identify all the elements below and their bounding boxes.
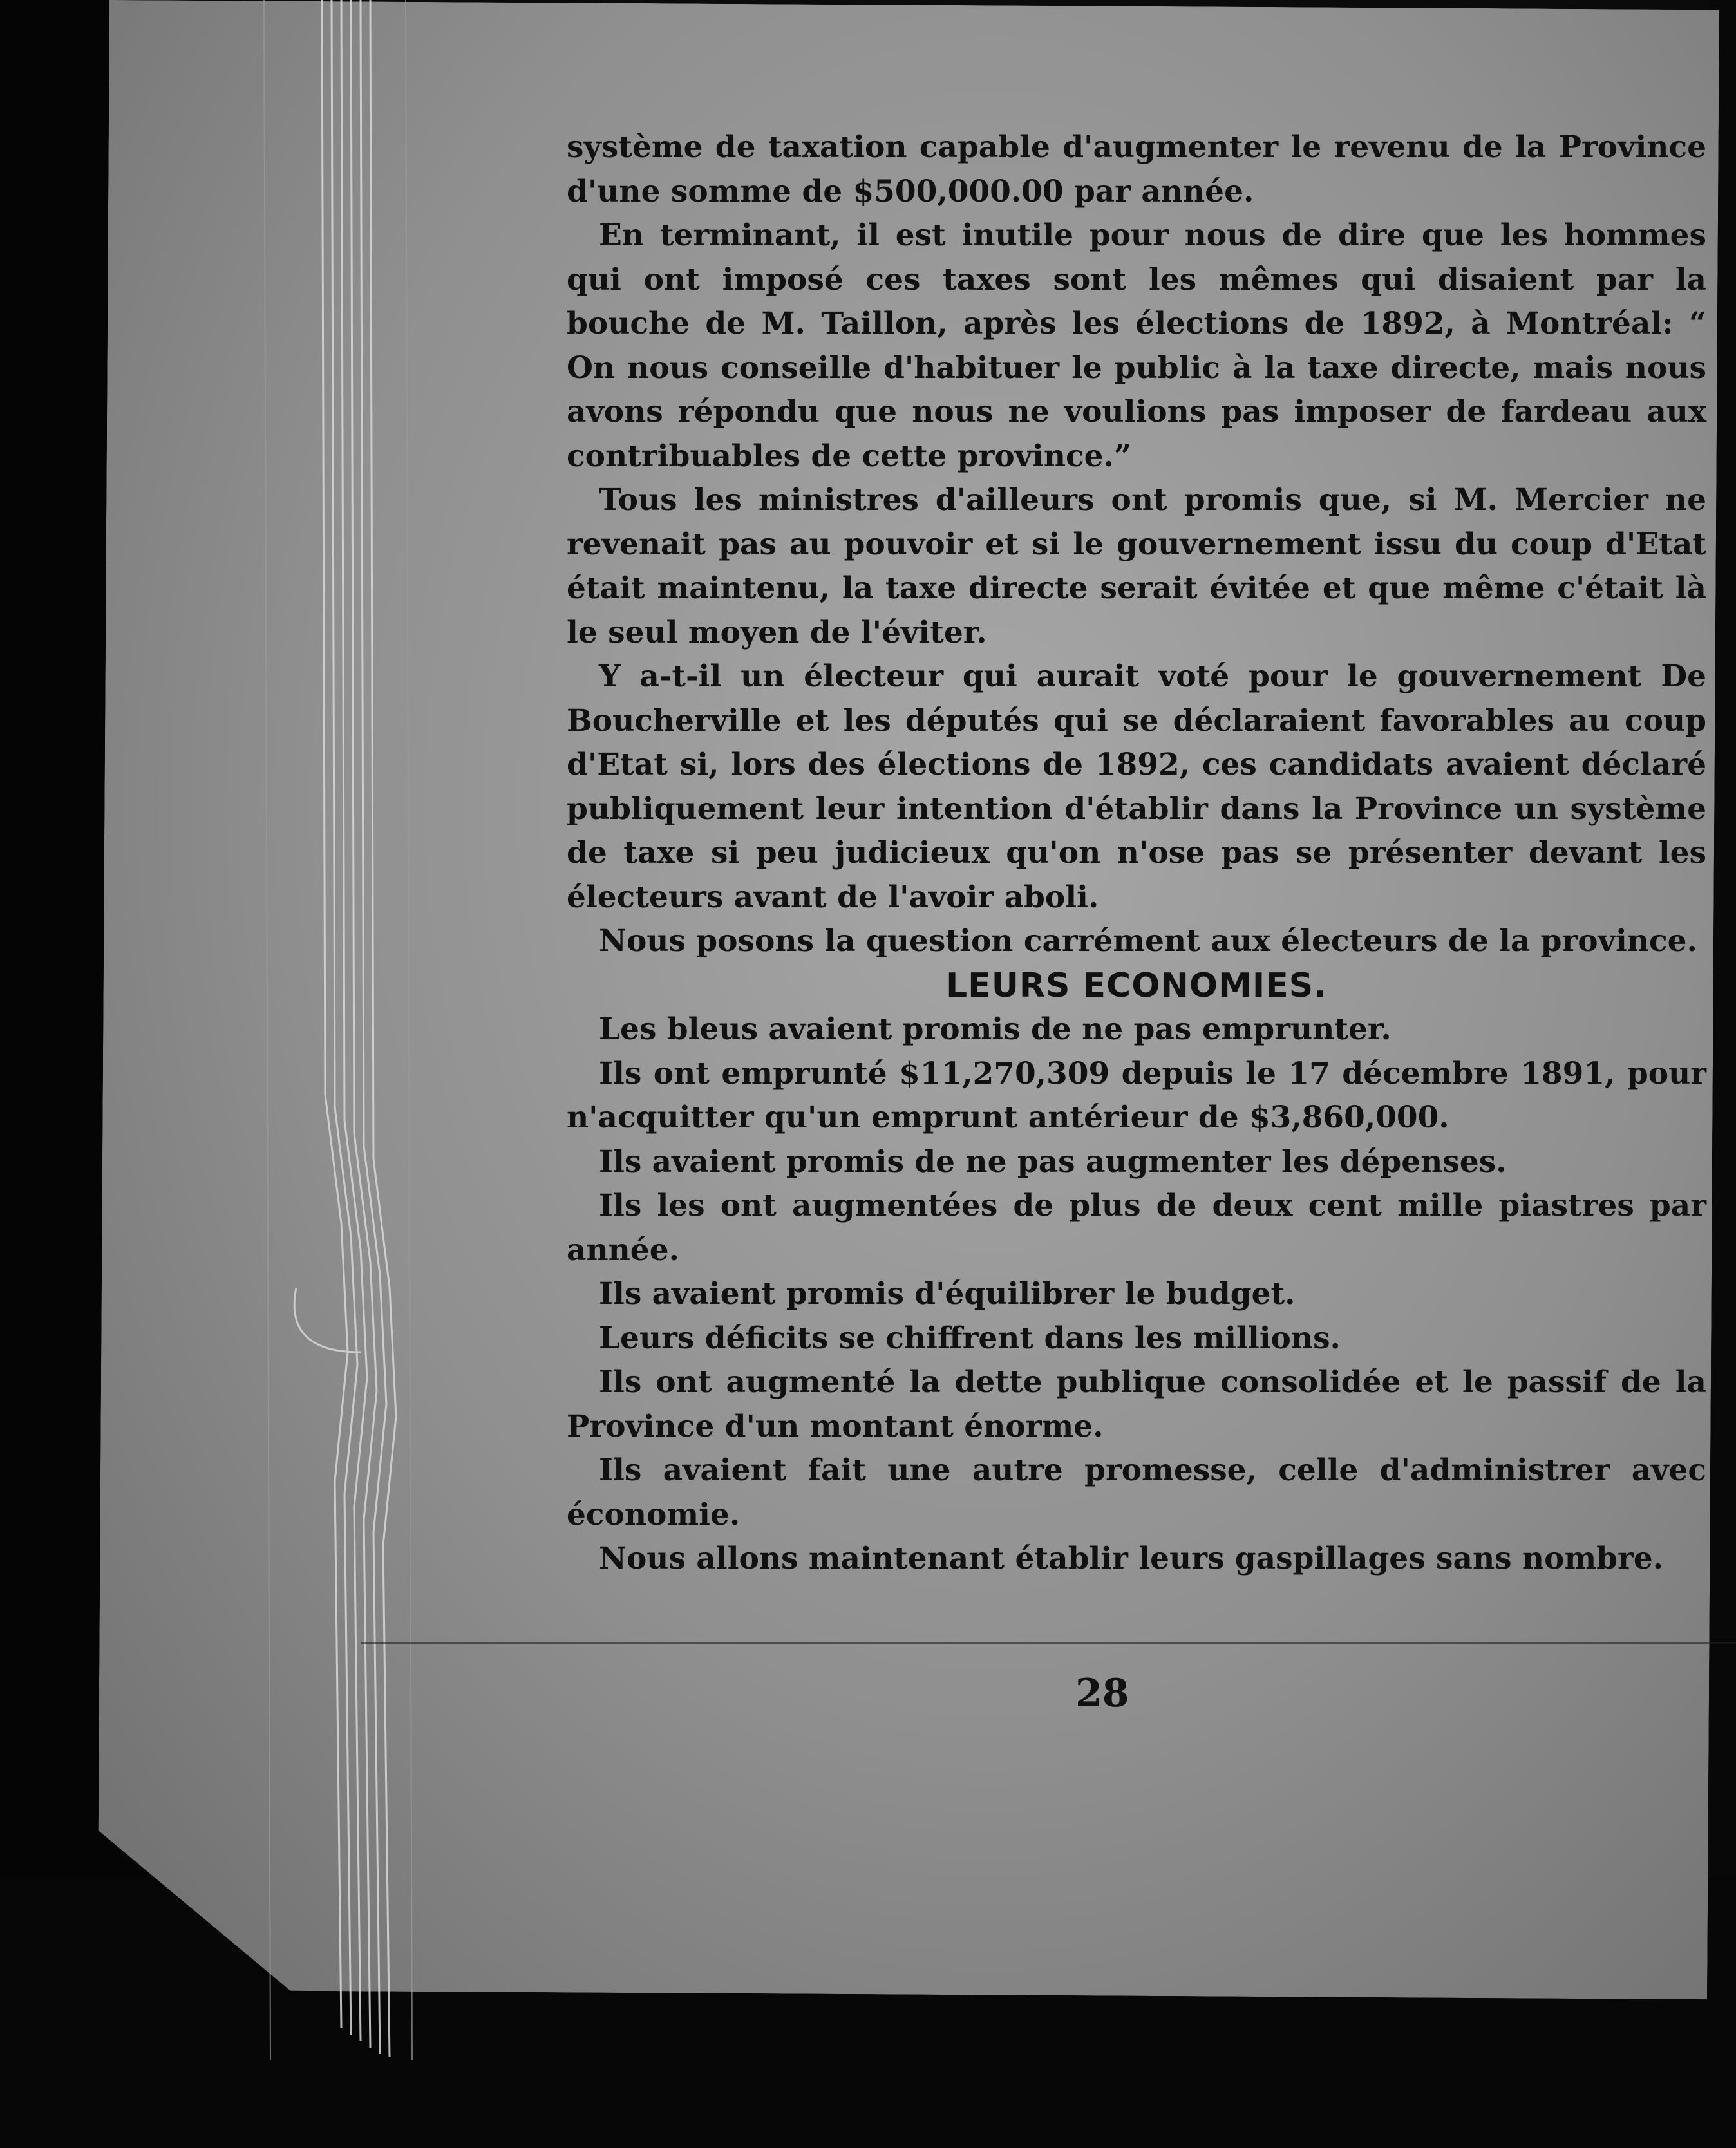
- paragraph: En terminant, il est inutile pour nous de dire que les hommes qui ont imposé ces taxes sont les mêmes qui disaient par la bouche de M. Taillon, après les élections de 1892, à Montréal: “ On nous conseille d'habituer le public à la taxe directe, mais nous avons répondu que nous ne voulions pas imposer de fardeau aux contribuables de cette province.”: [567, 218, 1706, 474]
- paragraph: Leurs déficits se chiffrent dans les millions.: [599, 1320, 1341, 1356]
- paragraph: Les bleus avaient promis de ne pas emprunter.: [599, 1012, 1392, 1047]
- body-text: [567, 126, 1706, 1581]
- scan-artifact-line: [361, 1642, 1736, 1644]
- paragraph: système de taxation capable d'augmenter le revenu de la Province d'une somme de $500,000.00 par année.: [567, 129, 1706, 209]
- paragraph: Ils avaient promis d'équilibrer le budget.: [599, 1276, 1296, 1312]
- paragraph: Ils les ont augmentées de plus de deux cent mille piastres par année.: [567, 1188, 1706, 1268]
- section-heading: LEURS ECONOMIES.: [946, 966, 1327, 1005]
- page-number: 28: [1075, 1671, 1129, 1716]
- page-edge-lines: [193, 0, 451, 2060]
- paragraph: Ils ont emprunté $11,270,309 depuis le 17 décembre 1891, pour n'acquitter qu'un emprunt antérieur de $3,860,000.: [567, 1055, 1706, 1135]
- paragraph: Nous allons maintenant établir leurs gaspillages sans nombre.: [599, 1541, 1664, 1576]
- section-paragraphs: [567, 1008, 1706, 1581]
- paragraph: Y a-t-il un électeur qui aurait voté pour le gouvernement De Boucherville et les députés qui se déclaraient favorables au coup d'Etat si, lors des élections de 1892, ces candidats avaient déclaré publiquement leur intention d'établir dans la Province un système de taxe si peu judicieux qu'on n'ose pas se présenter devant les électeurs avant de l'avoir aboli.: [567, 659, 1706, 915]
- paragraph: Ils avaient promis de ne pas augmenter les dépenses.: [599, 1144, 1507, 1180]
- paragraph: Nous posons la question carrément aux électeurs de la province.: [599, 923, 1697, 959]
- paragraph: Ils avaient fait une autre promesse, celle d'administrer avec économie.: [567, 1453, 1706, 1532]
- paragraph: Tous les ministres d'ailleurs ont promis que, si M. Mercier ne revenait pas au pouvoir et si le gouvernement issu du coup d'Etat était maintenu, la taxe directe serait évitée et que même c'était là le seul moyen de l'éviter.: [567, 482, 1706, 650]
- paragraph: Ils ont augmenté la dette publique consolidée et le passif de la Province d'un montant énorme.: [567, 1364, 1706, 1444]
- book-gutter-page-edges: [193, 0, 451, 2060]
- paragraphs-top: [567, 126, 1706, 964]
